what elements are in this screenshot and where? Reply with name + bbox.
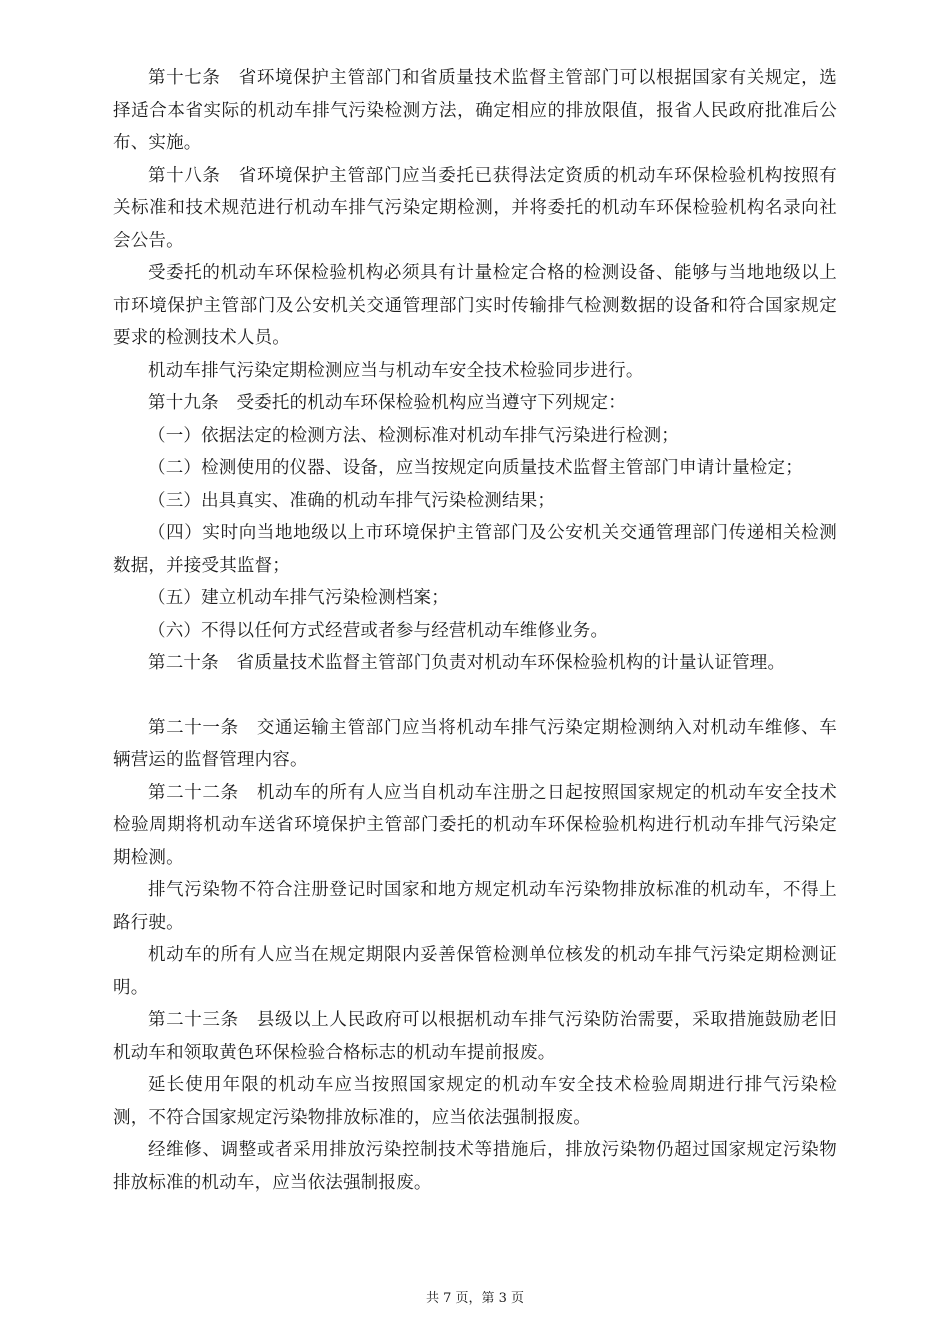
article-19-item-2: （二）检测使用的仪器、设备，应当按规定向质量技术监督主管部门申请计量检定； xyxy=(148,458,803,478)
article-19-item-1: （一）依据法定的检测方法、检测标准对机动车排气污染进行检测； xyxy=(148,425,679,446)
page-number-text: 共 7 页，第 3 页 xyxy=(425,1291,525,1306)
article-19-item-4: （四）实时向当地地级以上市环境保护主管部门及公安机关交通管理部门传递相关检测数据，并接受其监督； xyxy=(113,523,837,576)
article-22-clause-2-paragraph: 排气污染物不符合注册登记时国家和地方规定机动车污染物排放标准的机动车，不得上路行驶。 xyxy=(113,880,837,933)
article-20-paragraph: 第二十条 省质量技术监督主管部门负责对机动车环保检验机构的计量认证管理。 xyxy=(148,653,786,673)
article-23-paragraph: 第二十三条 县级以上人民政府可以根据机动车排气污染防治需要，采取措施鼓励老旧机动车和领取黄色环保检验合格标志的机动车提前报废。 xyxy=(113,1010,837,1063)
article-19-item-3: （三）出具真实、准确的机动车排气污染检测结果； xyxy=(148,490,556,511)
article-18-clause-2-paragraph: 受委托的机动车环保检验机构必须具有计量检定合格的检测设备、能够与当地地级以上市环境保护主管部门及公安机关交通管理部门实时传输排气检测数据的设备和符合国家规定要求的检测技术人员。 xyxy=(113,263,837,348)
document-body xyxy=(113,62,837,1199)
article-18-paragraph: 第十八条 省环境保护主管部门应当委托已获得法定资质的机动车环保检验机构按照有关标准和技术规范进行机动车排气污染定期检测，并将委托的机动车环保检验机构名录向社会公告。 xyxy=(113,165,837,251)
article-23-clause-3-paragraph: 经维修、调整或者采用排放污染控制技术等措施后，排放污染物仍超过国家规定污染物排放标准的机动车，应当依法强制报废。 xyxy=(113,1140,837,1193)
article-19-item-6: （六）不得以任何方式经营或者参与经营机动车维修业务。 xyxy=(148,620,609,641)
article-21-paragraph: 第二十一条 交通运输主管部门应当将机动车排气污染定期检测纳入对机动车维修、车辆营运的监督管理内容。 xyxy=(113,717,837,770)
article-19-item-5: （五）建立机动车排气污染检测档案； xyxy=(148,588,449,608)
article-18-clause-3-paragraph: 机动车排气污染定期检测应当与机动车安全技术检验同步进行。 xyxy=(148,360,644,381)
article-17-paragraph: 第十七条 省环境保护主管部门和省质量技术监督主管部门可以根据国家有关规定，选择适合本省实际的机动车排气污染检测方法，确定相应的排放限值，报省人民政府批准后公布、实施。 xyxy=(113,68,837,153)
article-23-clause-2-paragraph: 延长使用年限的机动车应当按照国家规定的机动车安全技术检验周期进行排气污染检测，不符合国家规定污染物排放标准的，应当依法强制报废。 xyxy=(113,1075,837,1128)
article-19-paragraph: 第十九条 受委托的机动车环保检验机构应当遵守下列规定： xyxy=(148,393,626,413)
page-footer xyxy=(0,1290,950,1308)
article-22-clause-3-paragraph: 机动车的所有人应当在规定期限内妥善保管检测单位核发的机动车排气污染定期检测证明。 xyxy=(113,945,837,998)
article-22-paragraph: 第二十二条 机动车的所有人应当自机动车注册之日起按照国家规定的机动车安全技术检验周期将机动车送省环境保护主管部门委托的机动车环保检验机构进行机动车排气污染定期检测。 xyxy=(113,782,837,868)
